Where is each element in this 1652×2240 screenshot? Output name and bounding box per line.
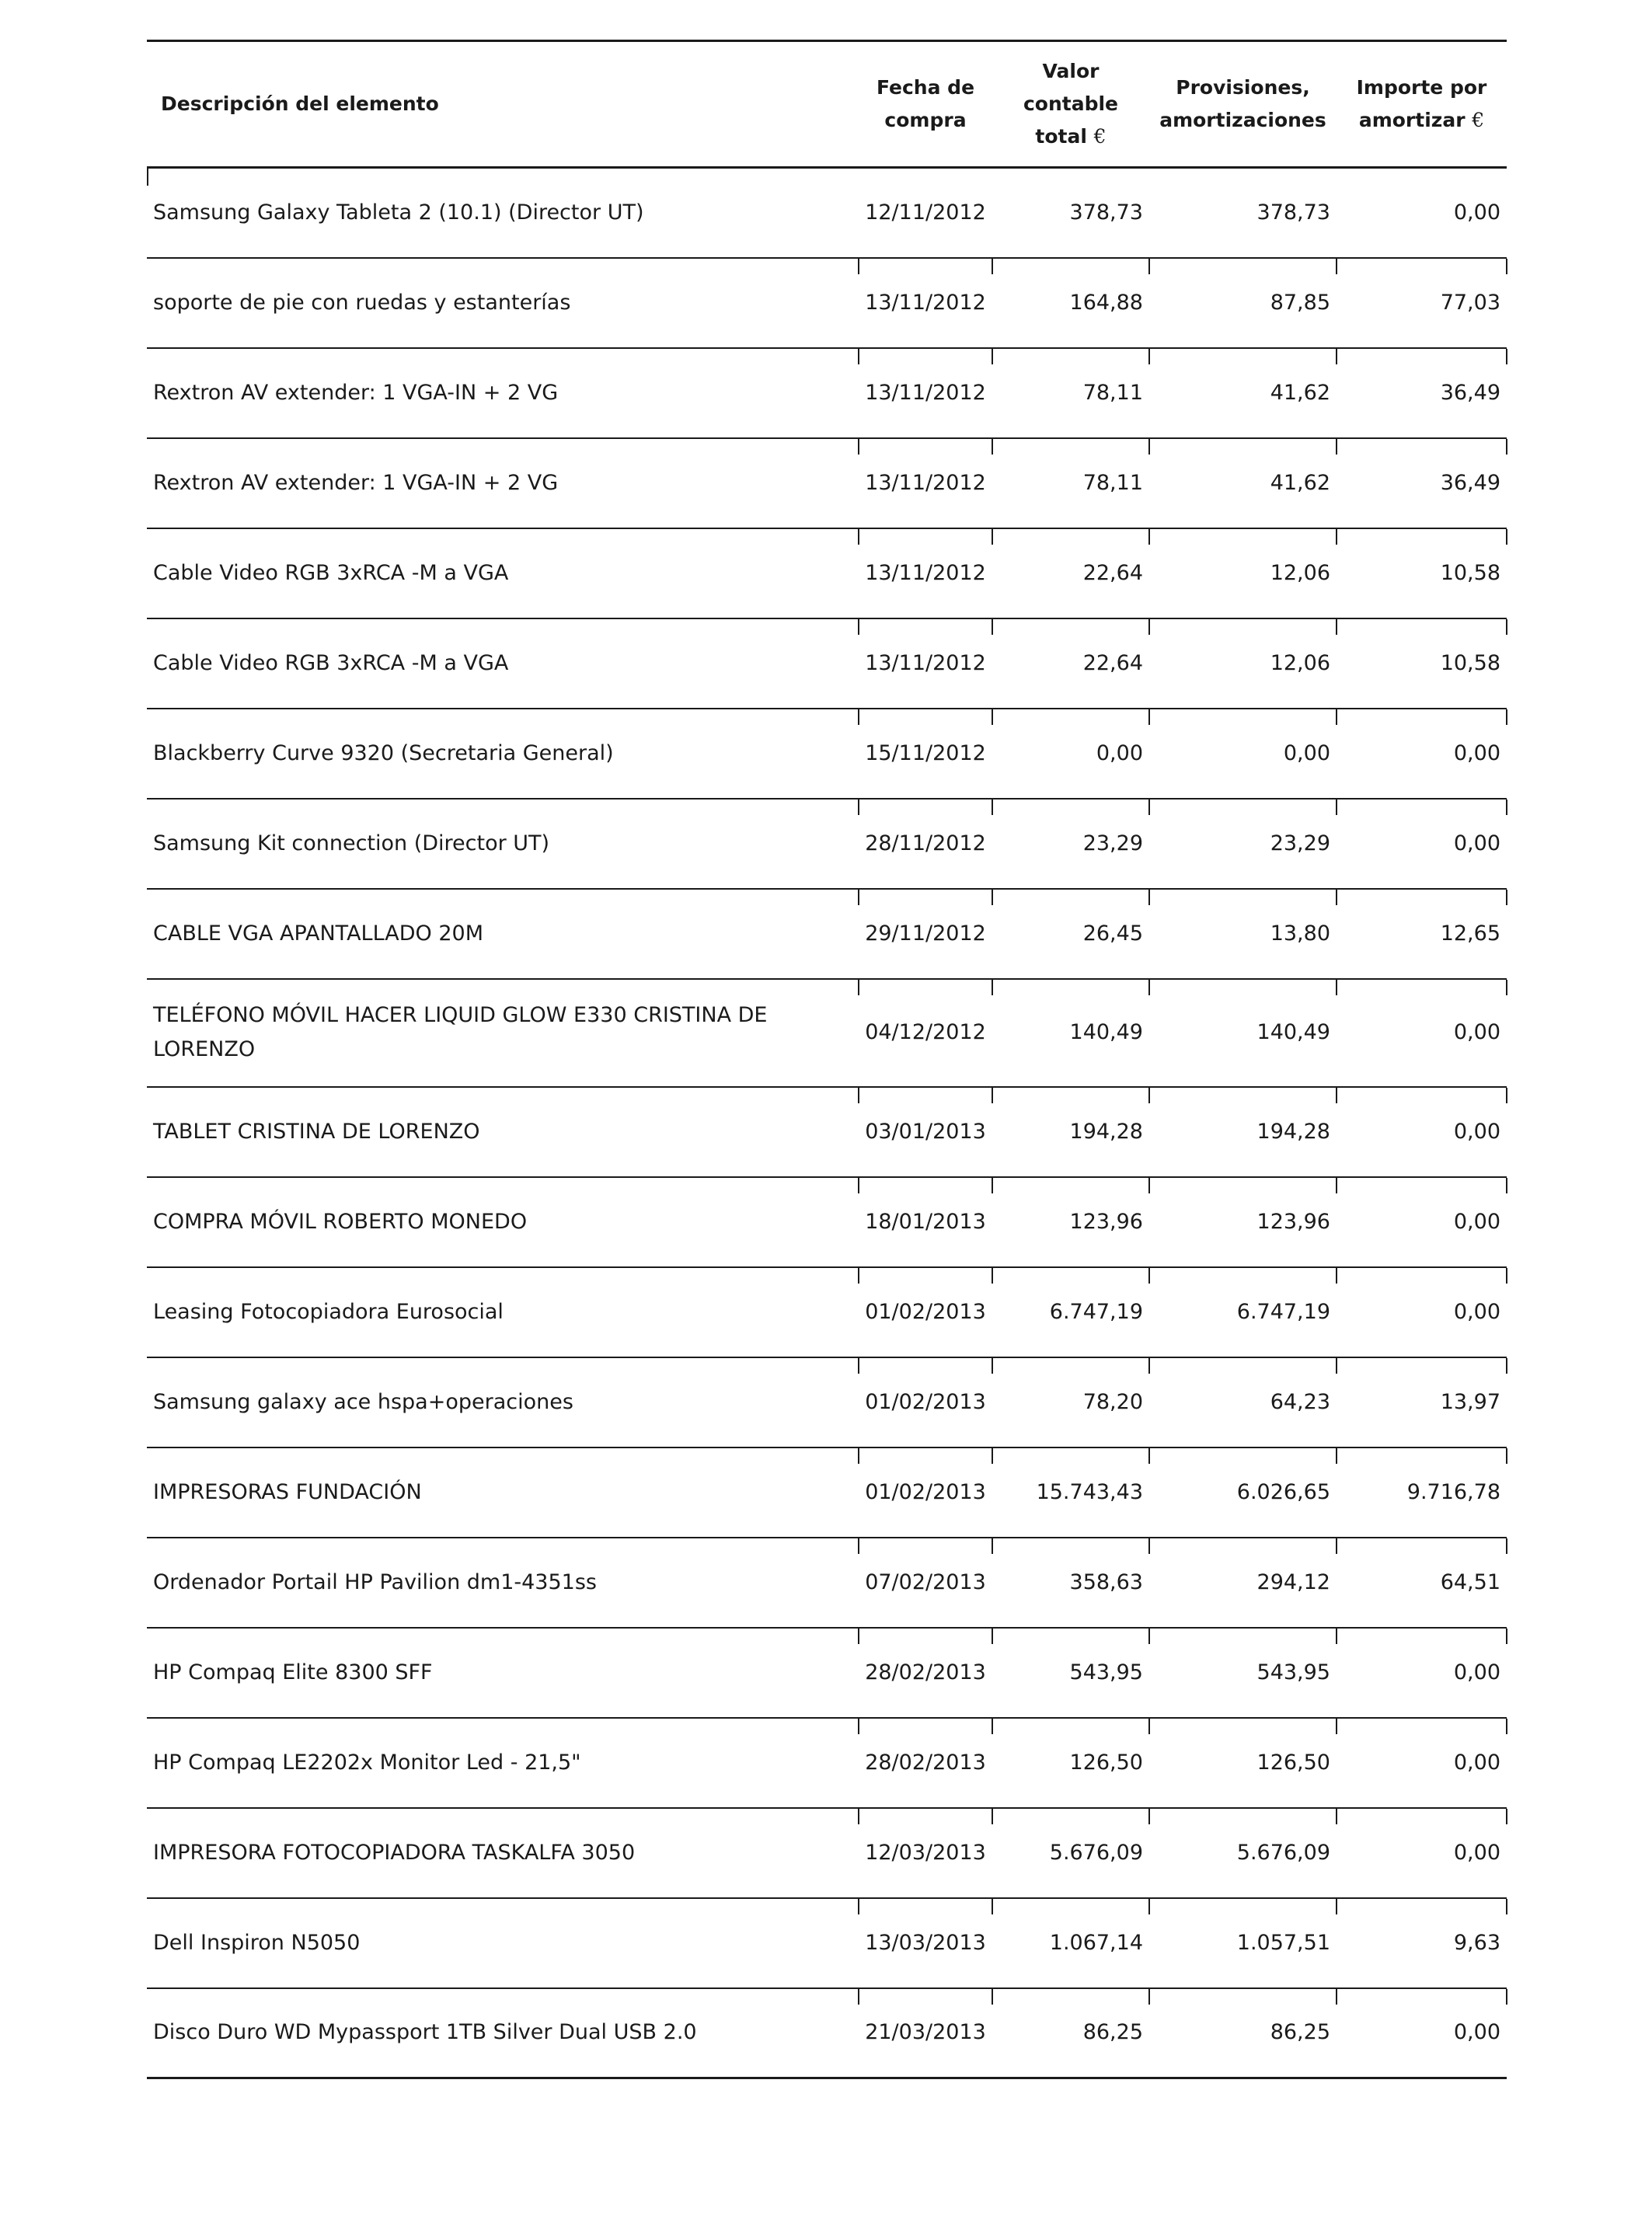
header-description — [147, 41, 859, 168]
cell-description: Disco Duro WD Mypassport 1TB Silver Dual USB 2.0 — [147, 1988, 859, 2078]
cell-description: Samsung galaxy ace hspa+operaciones — [147, 1357, 859, 1447]
cell-value: 15.743,43 — [992, 1447, 1149, 1538]
table-row — [147, 1087, 1507, 1177]
cell-remaining: 13,97 — [1337, 1357, 1507, 1447]
cell-date: 03/01/2013 — [859, 1087, 992, 1177]
cell-date: 13/03/2013 — [859, 1898, 992, 1988]
header-remaining — [1337, 41, 1507, 168]
header-remaining-line1: Importe por — [1356, 76, 1487, 99]
cell-remaining: 12,65 — [1337, 889, 1507, 979]
cell-remaining: 0,00 — [1337, 1718, 1507, 1808]
cell-date: 28/02/2013 — [859, 1628, 992, 1718]
header-remaining-line2: amortizar — [1358, 109, 1466, 131]
cell-date: 13/11/2012 — [859, 258, 992, 348]
cell-remaining: 0,00 — [1337, 1988, 1507, 2078]
cell-remaining: 0,00 — [1337, 1808, 1507, 1898]
cell-description: Dell Inspiron N5050 — [147, 1898, 859, 1988]
cell-date: 15/11/2012 — [859, 709, 992, 799]
cell-date: 21/03/2013 — [859, 1988, 992, 2078]
cell-value: 86,25 — [992, 1988, 1149, 2078]
cell-provisions: 378,73 — [1149, 168, 1337, 258]
table-row — [147, 1267, 1507, 1357]
table-header — [147, 41, 1507, 168]
cell-provisions: 6.747,19 — [1149, 1267, 1337, 1357]
cell-provisions: 12,06 — [1149, 528, 1337, 618]
cell-description: Cable Video RGB 3xRCA -M a VGA — [147, 528, 859, 618]
cell-description: COMPRA MÓVIL ROBERTO MONEDO — [147, 1177, 859, 1267]
header-book-value-line2: contable — [1023, 92, 1119, 115]
cell-date: 01/02/2013 — [859, 1357, 992, 1447]
cell-remaining: 0,00 — [1337, 1267, 1507, 1357]
table-row — [147, 1898, 1507, 1988]
cell-description: IMPRESORA FOTOCOPIADORA TASKALFA 3050 — [147, 1808, 859, 1898]
cell-value: 78,11 — [992, 348, 1149, 438]
table-row — [147, 1628, 1507, 1718]
cell-value: 5.676,09 — [992, 1808, 1149, 1898]
cell-date: 07/02/2013 — [859, 1538, 992, 1628]
cell-remaining: 0,00 — [1337, 168, 1507, 258]
cell-provisions: 126,50 — [1149, 1718, 1337, 1808]
cell-value: 140,49 — [992, 979, 1149, 1087]
cell-description: soporte de pie con ruedas y estanterías — [147, 258, 859, 348]
table-row — [147, 1988, 1507, 2078]
cell-provisions: 5.676,09 — [1149, 1808, 1337, 1898]
cell-provisions: 13,80 — [1149, 889, 1337, 979]
cell-description: Ordenador Portail HP Pavilion dm1-4351ss — [147, 1538, 859, 1628]
cell-date: 13/11/2012 — [859, 438, 992, 528]
table-row — [147, 258, 1507, 348]
cell-provisions: 23,29 — [1149, 799, 1337, 889]
cell-remaining: 0,00 — [1337, 1087, 1507, 1177]
cell-value: 358,63 — [992, 1538, 1149, 1628]
cell-date: 01/02/2013 — [859, 1447, 992, 1538]
cell-description: Blackberry Curve 9320 (Secretaria General) — [147, 709, 859, 799]
cell-provisions: 87,85 — [1149, 258, 1337, 348]
cell-provisions: 194,28 — [1149, 1087, 1337, 1177]
cell-date: 28/02/2013 — [859, 1718, 992, 1808]
cell-date: 29/11/2012 — [859, 889, 992, 979]
header-purchase-date — [859, 41, 992, 168]
cell-provisions: 86,25 — [1149, 1988, 1337, 2078]
header-purchase-date-line2: compra — [884, 109, 967, 131]
cell-remaining: 9,63 — [1337, 1898, 1507, 1988]
cell-date: 18/01/2013 — [859, 1177, 992, 1267]
cell-value: 78,20 — [992, 1357, 1149, 1447]
cell-description: Samsung Kit connection (Director UT) — [147, 799, 859, 889]
cell-value: 6.747,19 — [992, 1267, 1149, 1357]
assets-table — [147, 40, 1507, 2079]
header-remaining-currency: € — [1472, 109, 1485, 131]
cell-date: 12/11/2012 — [859, 168, 992, 258]
table-row — [147, 1447, 1507, 1538]
table-row — [147, 168, 1507, 258]
cell-remaining: 0,00 — [1337, 1628, 1507, 1718]
header-book-value-line3: total — [1035, 125, 1087, 148]
cell-provisions: 294,12 — [1149, 1538, 1337, 1628]
cell-value: 22,64 — [992, 528, 1149, 618]
table-row — [147, 528, 1507, 618]
cell-description: TELÉFONO MÓVIL HACER LIQUID GLOW E330 CRISTINA DE LORENZO — [147, 979, 859, 1087]
cell-provisions: 1.057,51 — [1149, 1898, 1337, 1988]
cell-date: 12/03/2013 — [859, 1808, 992, 1898]
cell-provisions: 543,95 — [1149, 1628, 1337, 1718]
cell-date: 13/11/2012 — [859, 618, 992, 709]
document-page — [147, 40, 1507, 2079]
cell-description: Samsung Galaxy Tableta 2 (10.1) (Director UT) — [147, 168, 859, 258]
header-purchase-date-line1: Fecha de — [876, 76, 975, 99]
table-body — [147, 168, 1507, 2078]
cell-description: HP Compaq Elite 8300 SFF — [147, 1628, 859, 1718]
cell-value: 0,00 — [992, 709, 1149, 799]
cell-provisions: 140,49 — [1149, 979, 1337, 1087]
cell-provisions: 41,62 — [1149, 348, 1337, 438]
cell-description: Rextron AV extender: 1 VGA-IN + 2 VG — [147, 348, 859, 438]
cell-remaining: 0,00 — [1337, 709, 1507, 799]
header-book-value-line1: Valor — [1042, 60, 1100, 82]
cell-value: 78,11 — [992, 438, 1149, 528]
table-row — [147, 618, 1507, 709]
cell-description: IMPRESORAS FUNDACIÓN — [147, 1447, 859, 1538]
header-book-value — [992, 41, 1149, 168]
cell-value: 543,95 — [992, 1628, 1149, 1718]
header-provisions — [1149, 41, 1337, 168]
header-provisions-line2: amortizaciones — [1159, 109, 1326, 131]
cell-remaining: 64,51 — [1337, 1538, 1507, 1628]
table-row — [147, 979, 1507, 1087]
header-description-label: Descripción del elemento — [161, 92, 439, 115]
table-row — [147, 348, 1507, 438]
cell-description: TABLET CRISTINA DE LORENZO — [147, 1087, 859, 1177]
cell-provisions: 12,06 — [1149, 618, 1337, 709]
cell-description: HP Compaq LE2202x Monitor Led - 21,5" — [147, 1718, 859, 1808]
cell-value: 22,64 — [992, 618, 1149, 709]
cell-remaining: 0,00 — [1337, 979, 1507, 1087]
table-row — [147, 438, 1507, 528]
cell-value: 1.067,14 — [992, 1898, 1149, 1988]
header-provisions-line1: Provisiones, — [1176, 76, 1310, 99]
cell-provisions: 0,00 — [1149, 709, 1337, 799]
cell-provisions: 41,62 — [1149, 438, 1337, 528]
cell-remaining: 10,58 — [1337, 618, 1507, 709]
cell-value: 194,28 — [992, 1087, 1149, 1177]
cell-remaining: 0,00 — [1337, 1177, 1507, 1267]
cell-remaining: 77,03 — [1337, 258, 1507, 348]
cell-remaining: 10,58 — [1337, 528, 1507, 618]
cell-date: 13/11/2012 — [859, 348, 992, 438]
cell-provisions: 6.026,65 — [1149, 1447, 1337, 1538]
cell-description: Leasing Fotocopiadora Eurosocial — [147, 1267, 859, 1357]
cell-value: 123,96 — [992, 1177, 1149, 1267]
cell-value: 126,50 — [992, 1718, 1149, 1808]
cell-date: 04/12/2012 — [859, 979, 992, 1087]
cell-date: 28/11/2012 — [859, 799, 992, 889]
cell-remaining: 36,49 — [1337, 348, 1507, 438]
table-row — [147, 799, 1507, 889]
table-row — [147, 1177, 1507, 1267]
header-book-value-currency: € — [1093, 125, 1107, 148]
table-row — [147, 1718, 1507, 1808]
cell-value: 164,88 — [992, 258, 1149, 348]
cell-value: 378,73 — [992, 168, 1149, 258]
cell-provisions: 64,23 — [1149, 1357, 1337, 1447]
table-row — [147, 1808, 1507, 1898]
cell-description: Rextron AV extender: 1 VGA-IN + 2 VG — [147, 438, 859, 528]
table-row — [147, 889, 1507, 979]
cell-value: 26,45 — [992, 889, 1149, 979]
cell-description: Cable Video RGB 3xRCA -M a VGA — [147, 618, 859, 709]
cell-provisions: 123,96 — [1149, 1177, 1337, 1267]
cell-description: CABLE VGA APANTALLADO 20M — [147, 889, 859, 979]
cell-remaining: 36,49 — [1337, 438, 1507, 528]
table-row — [147, 1538, 1507, 1628]
cell-remaining: 9.716,78 — [1337, 1447, 1507, 1538]
table-row — [147, 1357, 1507, 1447]
table-row — [147, 709, 1507, 799]
cell-value: 23,29 — [992, 799, 1149, 889]
cell-date: 01/02/2013 — [859, 1267, 992, 1357]
cell-date: 13/11/2012 — [859, 528, 992, 618]
cell-remaining: 0,00 — [1337, 799, 1507, 889]
